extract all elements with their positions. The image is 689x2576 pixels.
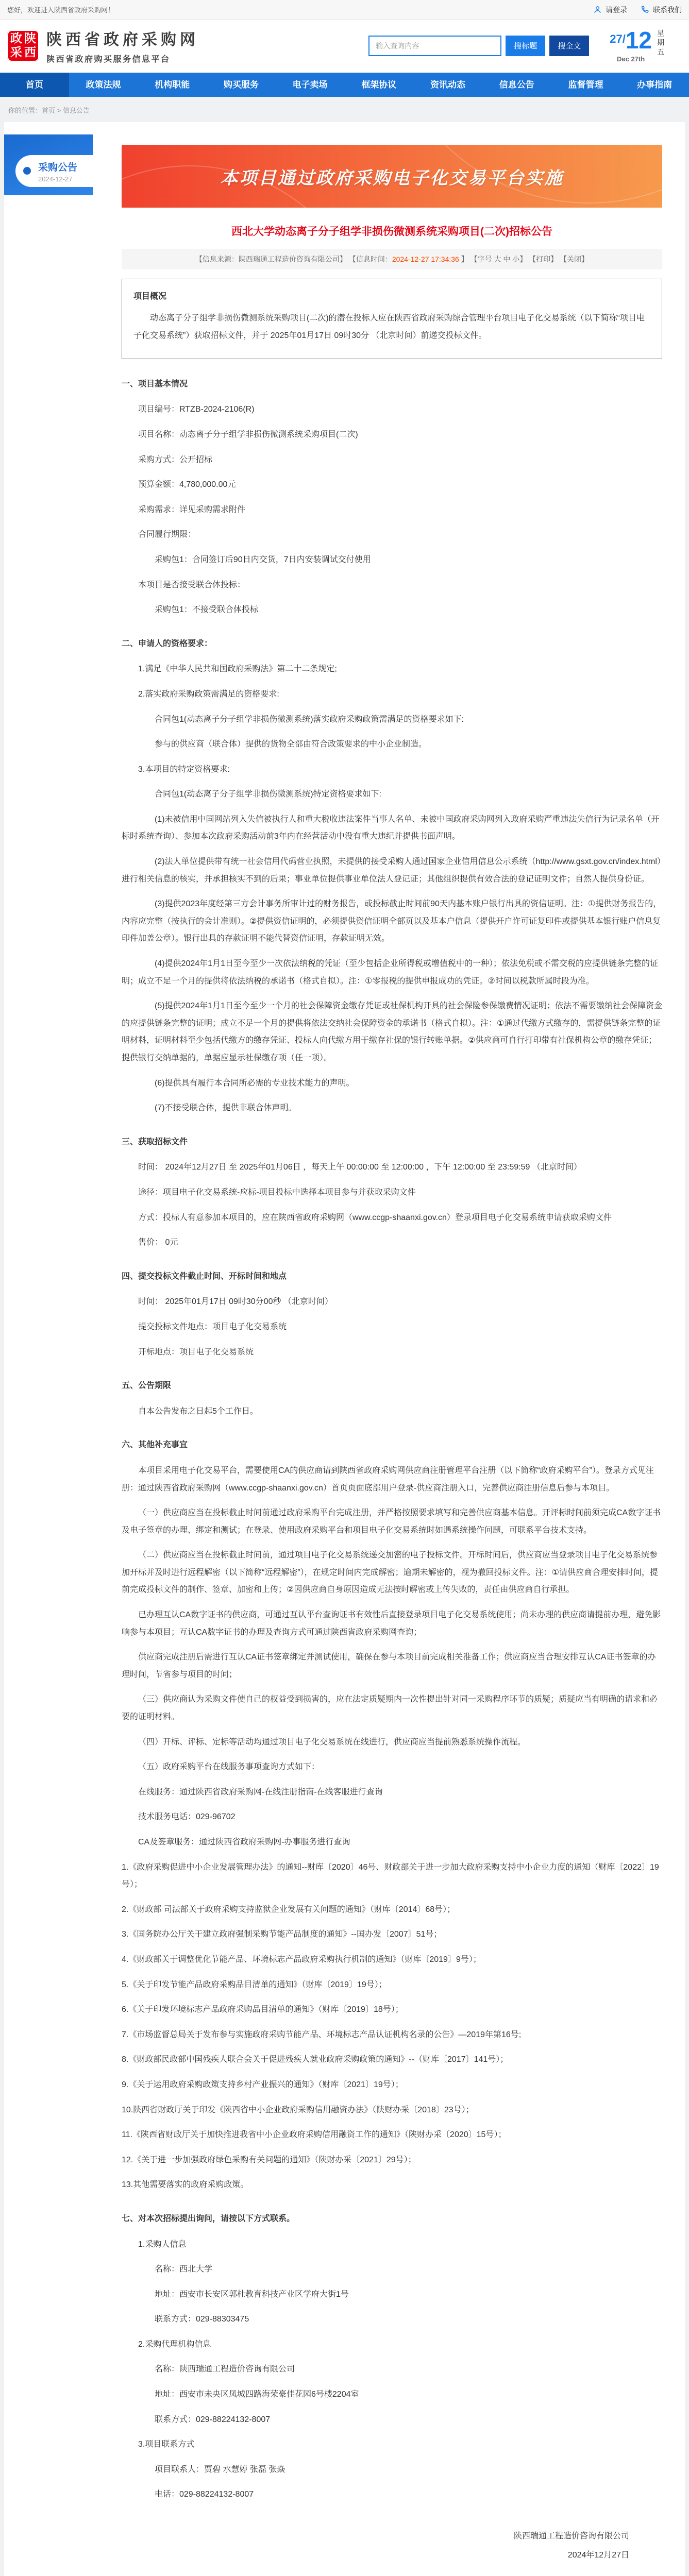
- article-paragraph: 五、公告期限: [122, 1381, 172, 1391]
- article-paragraph: 七、对本次招标提出询问，请按以下方式联系。: [122, 2214, 295, 2223]
- article-paragraph: 电话：029-88224132-8007: [155, 2490, 254, 2499]
- article-paragraph: 8.《财政部民政部中国残疾人联合会关于促进残疾人就业政府采购政策的通知》--（财库〔2017〕141号）；: [122, 2055, 509, 2064]
- project-overview-box: [122, 279, 662, 359]
- sidebar-category-label: 采购公告: [38, 162, 78, 173]
- site-subtitle: 陕西省政府购买服务信息平台: [46, 55, 171, 64]
- print-button[interactable]: 【打印】: [529, 255, 558, 263]
- article-paragraph: 合同包1(动态离子分子组学非损伤微测系统)特定资格要求如下:: [155, 790, 382, 799]
- contact-label: 联系我们: [653, 5, 682, 14]
- article-paragraph: 13.其他需要落实的政府采购政策。: [122, 2180, 249, 2190]
- article-paragraph: 采购包1：合同签订后90日内交货，7日内安装调试交付使用: [155, 555, 371, 564]
- article-paragraph: (6)提供具有履行本合同所必需的专业技术能力的声明。: [155, 1078, 355, 1088]
- article-paragraph: 10.陕西省财政厅关于印发《陕西省中小企业政府采购信用融资办法》（陕财办采〔2018〕23号）；: [122, 2105, 474, 2114]
- sidebar-category-box: [4, 134, 93, 195]
- login-label: 请登录: [606, 5, 627, 14]
- article-paragraph: 4.《财政部关于调整优化节能产品、环境标志产品政府采购执行机制的通知》（财库〔2019〕9号）；: [122, 1955, 481, 1964]
- nav-item[interactable]: 机构职能: [155, 80, 190, 90]
- article-paragraph: (5)提供2024年1月1日至今至少一个月的社会保障资金缴存凭证或社保机构开具的社会保险参保缴费情况证明；依法不需要缴纳社会保障资金的应提供链条完整的证明；成立不足一个月的提供将依法交纳社会保障资金的承诺书（格式自拟）。注：①通过代缴方式缴存的，需提供链条完整的证明材料，证明材料至少包括代缴方的缴存凭证、投标人向代缴方用于缴存社保的银行转账单据。②供应商可自行打印带有社保机构公章的缴存凭证；提供银行交纳单据的，单据应显示社保缴存项（任一项）。: [122, 1002, 662, 1062]
- article-paragraph: 二、申请人的资格要求：: [122, 639, 213, 648]
- signature-date: 2024年12月27日: [567, 2550, 629, 2560]
- nav-item[interactable]: 信息公告: [499, 80, 534, 90]
- article-paragraph: 四、提交投标文件截止时间、开标时间和地点: [122, 1272, 287, 1281]
- article-paragraph: 3.本项目的特定资格要求:: [138, 765, 230, 774]
- date-widget: [610, 28, 679, 63]
- date-weekday: 星期五: [657, 29, 665, 57]
- article-paragraph: 6.《关于印发环境标志产品政府采购品目清单的通知》（财库〔2019〕18号）；: [122, 2005, 404, 2014]
- logo-char: 西: [24, 45, 36, 59]
- article-paragraph: 1.《政府采购促进中小企业发展管理办法》的通知--财库〔2020〕46号、财政部关于进一步加大政府采购支持中小企业力度的通知（财库〔2022〕19号）；: [122, 1862, 659, 1889]
- article-paragraph: 联系方式：029-88303475: [155, 2315, 249, 2324]
- meta-time-value: 2024-12-27 17:34:36: [392, 255, 459, 263]
- article-paragraph: 联系方式：029-88224132-8007: [155, 2415, 271, 2424]
- article-paragraph: CA及签章服务：通过陕西省政府采购网-办事服务进行查询: [138, 1838, 350, 1846]
- article-paragraph: 已办理互认CA数字证书的供应商，可通过互认平台查询证书有效性后直接登录项目电子化交易系统使用；尚未办理的供应商请提前办理，避免影响参与本项目；互认CA数字证书的办理及查询方式可通过陕西省政府采购网查询；: [122, 1611, 661, 1637]
- phone-icon: [641, 5, 649, 14]
- article-paragraph: 售价： 0元: [138, 1238, 178, 1247]
- article-paragraph: 12.《关于进一步加强政府绿色采购有关问题的通知》（陕财办采〔2021〕29号）；: [122, 2155, 416, 2164]
- article-paragraph: 供应商完成注册后需进行互认CA证书签章绑定并测试使用，确保在参与本项目前完成相关准备工作；供应商应当合理安排互认CA证书签章的办理时间，节省参与项目的时间；: [122, 1653, 656, 1679]
- article-paragraph: 项目联系人：贾碧 水慧婷 张磊 张焱: [155, 2465, 285, 2474]
- search-title-button[interactable]: 搜标题: [506, 36, 545, 56]
- article-paragraph: 技术服务电话：029-96702: [138, 1812, 236, 1822]
- article-paragraph: 名称：西北大学: [155, 2265, 213, 2274]
- article-paragraph: （五）政府采购平台在线服务事项查询方式如下：: [138, 1762, 320, 1772]
- project-overview-text: 动态离子分子组学非损伤微测系统采购项目(二次)的潜在投标人应在陕西省政府采购综合管理平台项目电子化交易系统（以下简称“项目电子化交易系统”）获取招标文件，并于 2025年01月17日 09时30分 （北京时间）前递交投标文件。: [133, 314, 645, 341]
- article-paragraph: 地址：西安市未央区凤城四路海荣豪佳花园6号楼2204室: [155, 2390, 359, 2399]
- search-fulltext-button[interactable]: 搜全文: [549, 36, 589, 56]
- date-english: Dec 27th: [617, 55, 645, 63]
- article-paragraph: 2.《财政部 司法部关于政府采购支持监狱企业发展有关问题的通知》（财库〔2014〕68号）；: [122, 1905, 456, 1914]
- article-paragraph: 合同包1(动态离子分子组学非损伤微测系统)落实政府采购政策需满足的资格要求如下:: [155, 715, 464, 724]
- nav-item[interactable]: 办事指南: [637, 80, 673, 90]
- article-paragraph: 合同履行期限：: [138, 530, 196, 539]
- meta-source: 【信息来源：陕西瑞通工程造价咨询有限公司】: [195, 255, 347, 263]
- nav-item[interactable]: 电子卖场: [292, 80, 328, 90]
- article-paragraph: (4)提供2024年1月1日至今至少一次依法纳税的凭证（至少包括企业所得税或增值税中的一种）；依法免税或不需交税的应提供链条完整的证明；成立不足一个月的提供将依法纳税的承诺书（格式自拟）。注：①零报税的提供申报成功的凭证。②时间以税款所属时段为准。: [122, 959, 658, 986]
- article-paragraph: 参与的供应商（联合体）提供的货物全部由符合政策要求的中小企业制造。: [155, 740, 427, 749]
- article-paragraph: 提交投标文件地点：项目电子化交易系统: [138, 1322, 287, 1331]
- article-paragraph: 项目编号：RTZB-2024-2106(R): [138, 405, 255, 414]
- meta-time-suffix: 】: [459, 255, 468, 263]
- article-paragraph: 采购包1：不接受联合体投标: [155, 605, 258, 615]
- article-paragraph: 地址：西安市长安区郭杜教育科技产业区学府大街1号: [155, 2290, 349, 2299]
- welcome-text: 您好，欢迎进入陕西省政府采购网！: [7, 6, 115, 14]
- article-paragraph: 3.项目联系方式: [138, 2440, 195, 2449]
- article-paragraph: 采购方式：公开招标: [138, 455, 213, 464]
- article-paragraph: 本项目采用电子化交易平台，需要使用CA的供应商请到陕西省政府采购网供应商注册管理平台注册（以下简称“政府采购平台”）。登录方式见注册：通过陕西省政府采购网（www.ccgp-shaanxi.gov.cn）首页页面底部用户登录-供应商注册入口，完善供应商注册信息后参与本项目。: [122, 1466, 654, 1493]
- platform-banner-text: 本项目通过政府采购电子化交易平台实施: [220, 168, 564, 188]
- article-paragraph: 项目名称：动态离子分子组学非损伤微测系统采购项目(二次): [138, 430, 358, 439]
- article-paragraph: 1.满足《中华人民共和国政府采购法》第二十二条规定;: [138, 665, 337, 674]
- breadcrumb-prefix: 你的位置：: [8, 107, 42, 114]
- article-paragraph: 开标地点：项目电子化交易系统: [138, 1347, 254, 1357]
- announcement-meta-bar: [122, 249, 662, 269]
- article-paragraph: 7.《市场监督总局关于发布参与实施政府采购节能产品、环境标志产品认证机构名录的公告》—2019年第16号;: [122, 2030, 522, 2039]
- article-paragraph: (7)不接受联合体，提供非联合体声明。: [155, 1104, 297, 1113]
- article-paragraph: （三）供应商认为采购文件使自己的权益受到损害的，应在法定质疑期内一次性提出针对同一采购程序环节的质疑；质疑应当有明确的请求和必要的证明材料。: [122, 1695, 658, 1722]
- site-logo: [7, 30, 39, 62]
- site-header: [0, 20, 689, 73]
- article-paragraph: 11.《陕西省财政厅关于加快推进我省中小企业政府采购信用融资工作的通知》（陕财办采〔2020〕15号）；: [122, 2130, 507, 2140]
- user-icon: [593, 5, 602, 14]
- logo-char: 采: [10, 45, 22, 59]
- article-paragraph: (3)提供2023年度经第三方会计事务所审计过的财务报告，或投标截止时间前90天内基本账户银行出具的资信证明。注：①提供财务报告的，内容应完整（按执行的会计准则）。②提供资信证明的，必须提供资信证明全部页以及基本户信息（提供开户许可证复印件或提供基本银行账户信息复印件加盖公章）。银行出具的存款证明不能代替资信证明，存款证明无效。: [122, 900, 662, 943]
- article-paragraph: 途径：项目电子化交易系统-应标-项目投标中选择本项目参与并获取采购文件: [138, 1188, 416, 1197]
- nav-item[interactable]: 购买服务: [223, 80, 259, 90]
- close-button[interactable]: 【关闭】: [560, 255, 589, 263]
- date-day: 27/: [610, 32, 626, 45]
- nav-item[interactable]: 监督管理: [568, 80, 603, 90]
- logo-char: 政: [10, 31, 22, 45]
- article-paragraph: 预算金额：4,780,000.00元: [138, 480, 236, 489]
- article-paragraph: (1)未被信用中国网站列入失信被执行人和重大税收违法案件当事人名单、未被中国政府采购网列入政府采购严重违法失信行为记录名单（开标时系统查询）、参加本次政府采购活动前3年内在经营活动中没有重大违纪并提供书面声明。: [122, 815, 660, 841]
- nav-item[interactable]: 框架协议: [361, 80, 397, 90]
- sidebar-category-pill[interactable]: [15, 155, 93, 187]
- article-paragraph: 六、其他补充事宜: [122, 1440, 188, 1450]
- announcement-body: [122, 376, 662, 2503]
- contact-link[interactable]: [641, 5, 682, 15]
- article-paragraph: 三、获取招标文件: [122, 1137, 188, 1146]
- article-paragraph: 名称：陕西瑞通工程造价咨询有限公司: [155, 2365, 295, 2374]
- article-paragraph: 时间： 2025年01月17日 09时30分00秒 （北京时间）: [138, 1297, 333, 1307]
- logo-char: 陕: [24, 31, 36, 45]
- article-paragraph: (2)法人单位提供带有统一社会信用代码营业执照，未提供的接受采购人通过国家企业信用信息公示系统（http://www.gsxt.gov.cn/index.html）进行相关信息的核实，并承担核实不到的后果；事业单位提供事业单位法人登记证；其他组织提供有效合法的登记证明文件；自然人提供身份证。: [122, 857, 661, 884]
- article-paragraph: 3.《国务院办公厅关于建立政府强制采购节能产品制度的通知》--国办发〔2007〕51号；: [122, 1930, 442, 1939]
- date-month: 12: [625, 27, 652, 54]
- article-paragraph: （四）开标、评标、定标等活动均通过项目电子化交易系统在线进行，供应商应当提前熟悉系统操作流程。: [138, 1737, 526, 1747]
- article-paragraph: 在线服务：通过陕西省政府采购网-在线注册指南-在线客服进行查询: [138, 1787, 383, 1797]
- nav-item[interactable]: 政策法规: [86, 80, 121, 90]
- article-paragraph: 5.《关于印发节能产品政府采购品目清单的通知》（财库〔2019〕19号）；: [122, 1980, 387, 1989]
- meta-time-label: 【信息时间：: [348, 255, 392, 263]
- content-card: [4, 122, 685, 2576]
- font-size-controls[interactable]: 【字号 大 中 小】: [470, 255, 527, 263]
- sidebar-category-date: 2024-12-27: [38, 175, 73, 183]
- breadcrumb-home[interactable]: 首页: [42, 107, 56, 114]
- nav-item[interactable]: 首页: [0, 73, 69, 97]
- breadcrumb-separator: >: [55, 107, 63, 114]
- signature-company: 陕西瑞通工程造价咨询有限公司: [513, 2532, 629, 2541]
- nav-item[interactable]: 资讯动态: [430, 80, 466, 90]
- breadcrumb-current[interactable]: 信息公告: [62, 107, 90, 114]
- signature-block: [122, 2527, 662, 2565]
- project-overview-title: 项目概况: [133, 292, 167, 301]
- breadcrumb: [0, 97, 689, 122]
- search-bar: [368, 36, 589, 56]
- platform-banner: [122, 145, 662, 208]
- article-paragraph: 采购需求：详见采购需求附件: [138, 505, 246, 514]
- article-paragraph: 方式：投标人有意参加本项目的，应在陕西省政府采购网（www.ccgp-shaanxi.gov.cn）登录项目电子化交易系统申请获取采购文件: [138, 1213, 612, 1222]
- article-paragraph: （一）供应商应当在投标截止时间前通过政府采购平台完成注册，并严格按照要求填写和完善供应商基本信息。开评标时间前须完成CA数字证书及电子签章的办理、绑定和测试；在登录、使用政府采购平台和项目电子化交易系统时如遇系统操作问题，可联系平台技术支持。: [122, 1509, 661, 1535]
- article-paragraph: 一、项目基本情况: [122, 379, 188, 388]
- article-paragraph: 2.采购代理机构信息: [138, 2340, 211, 2349]
- article-paragraph: 本项目是否接受联合体投标：: [138, 580, 246, 589]
- article-paragraph: 时间： 2024年12月27日 至 2025年01月06日 ，每天上午 00:00:00 至 12:00:00 ，下午 12:00:00 至 23:59:59 （北京时间）: [138, 1163, 582, 1172]
- top-bar: [0, 0, 689, 20]
- site-title: 陕西省政府采购网: [46, 31, 199, 48]
- login-link[interactable]: [593, 5, 627, 15]
- search-input[interactable]: [368, 36, 501, 56]
- article-paragraph: （二）供应商应当在投标截止时间前，通过项目电子化交易系统递交加密的电子投标文件。开标时间后，供应商应当登录项目电子化交易系统参加开标并及时进行远程解密（以下简称“远程解密”），在规定时间内完成解密；逾期未解密的，视为撤回投标文件。注：①请供应商合理安排时间，提前完成投标文件的制作、签章、加密和上传；②因供应商自身原因造成无法按时解密或上传失败的，责任由供应商自行承担。: [122, 1551, 659, 1595]
- announcement-title: 西北大学动态离子分子组学非损伤微测系统采购项目(二次)招标公告: [231, 226, 552, 238]
- article-paragraph: 自本公告发布之日起5个工作日。: [138, 1406, 258, 1416]
- bullet-dot-icon: [23, 167, 31, 175]
- article-paragraph: 9.《关于运用政府采购政策支持乡村产业振兴的通知》（财库〔2021〕19号）；: [122, 2080, 404, 2089]
- article-paragraph: 1.采购人信息: [138, 2240, 187, 2249]
- article-paragraph: 2.落实政府采购政策需满足的资格要求:: [138, 689, 279, 699]
- main-nav: [0, 73, 689, 97]
